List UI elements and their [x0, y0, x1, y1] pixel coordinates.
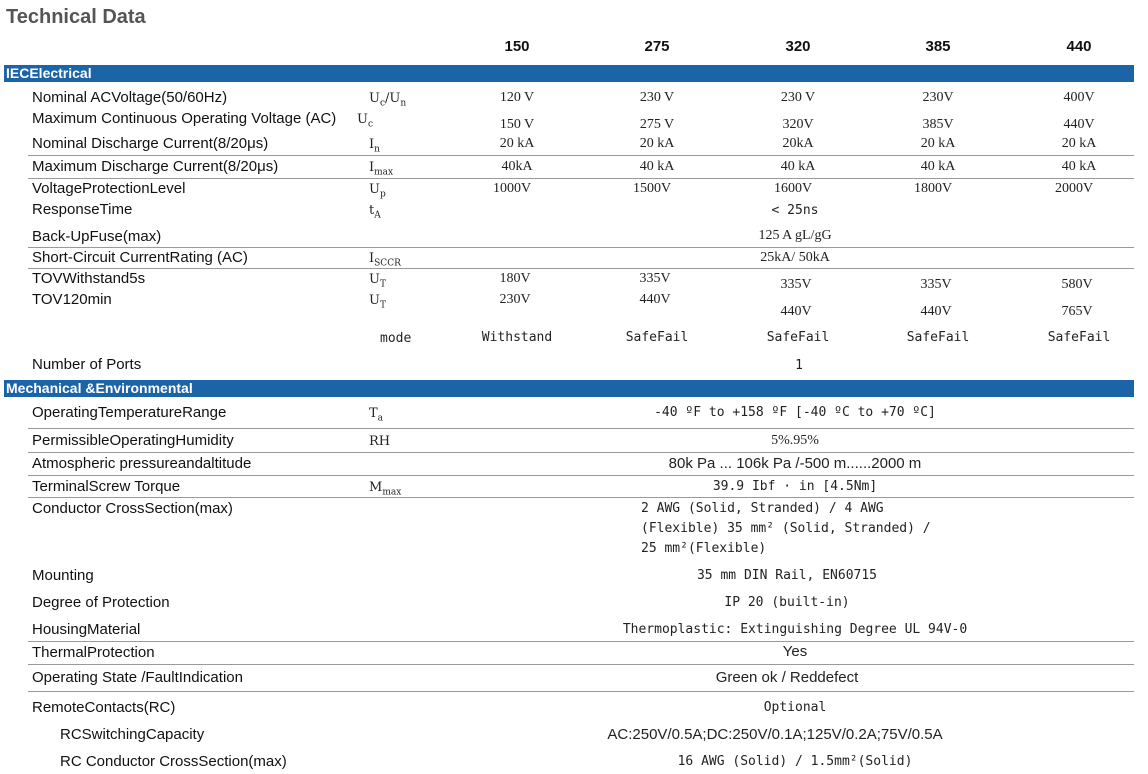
value-cell: SafeFail: [1047, 330, 1111, 345]
value-cell: 765V: [1061, 304, 1093, 319]
value-cell: 440V: [639, 292, 671, 307]
row-symbol-response-time: $t_A$: [369, 203, 381, 221]
value-cell: 20kA: [782, 136, 814, 151]
row-symbol-max-discharge: $I_{max}$: [369, 160, 394, 178]
row-divider: [28, 428, 1134, 429]
value-cell: 385V: [922, 117, 954, 132]
column-header-320: 320: [785, 38, 811, 55]
value-remote-contacts: Optional: [763, 700, 827, 715]
value-cell: 230 V: [780, 90, 816, 105]
row-label-atmospheric: Atmospheric pressureandaltitude: [32, 455, 252, 472]
value-cell: 20 kA: [1061, 136, 1097, 151]
row-label-voltage-protection-level: VoltageProtectionLevel: [32, 180, 186, 197]
row-label-rc-conductor: RC Conductor CrossSection(max): [60, 753, 287, 770]
row-divider: [28, 691, 1134, 692]
value-response-time: < 25ns: [771, 203, 819, 218]
column-header-440: 440: [1066, 38, 1092, 55]
row-divider: [28, 155, 1134, 156]
row-label-max-discharge: Maximum Discharge Current(8/20μs): [32, 158, 279, 175]
value-cell: 335V: [780, 277, 812, 292]
value-rc-conductor: 16 AWG (Solid) / 1.5mm²(Solid): [677, 754, 913, 769]
value-cell: 40 kA: [1061, 159, 1097, 174]
value-cell: 20 kA: [499, 136, 535, 151]
row-symbol-temperature: $T_a$: [369, 406, 384, 424]
row-divider: [28, 268, 1134, 269]
row-label-remote-contacts: RemoteContacts(RC): [32, 699, 176, 716]
value-operating-state: Green ok / Reddefect: [715, 669, 859, 686]
value-protection: IP 20 (built-in): [724, 595, 850, 610]
value-humidity: 5%.95%: [771, 433, 819, 448]
row-divider: [28, 475, 1134, 476]
row-label-thermal: ThermalProtection: [32, 644, 155, 661]
column-header-385: 385: [925, 38, 951, 55]
row-label-nominal-discharge: Nominal Discharge Current(8/20μs): [32, 135, 269, 152]
row-symbol-nominal-discharge: $I_n$: [369, 137, 380, 155]
row-label-number-of-ports: Number of Ports: [32, 356, 142, 373]
value-cell: 2000V: [1054, 181, 1094, 196]
value-cell: 120 V: [499, 90, 535, 105]
section-header-electrical: IECElectrical: [4, 65, 1134, 82]
value-cell: 440V: [1063, 117, 1095, 132]
value-sccr: 25kA/ 50kA: [760, 250, 830, 265]
row-symbol-torque: $M_{max}$: [369, 480, 402, 498]
column-header-150: 150: [504, 38, 530, 55]
row-label-mounting: Mounting: [32, 567, 94, 584]
row-label-mode: mode: [380, 331, 412, 346]
row-label-humidity: PermissibleOperatingHumidity: [32, 432, 234, 449]
row-label-torque: TerminalScrew Torque: [32, 478, 181, 495]
value-thermal: Yes: [782, 643, 808, 660]
row-symbol-tov-120min: $U_T$: [369, 293, 386, 311]
value-housing: Thermoplastic: Extinguishing Degree UL 94V-0: [622, 622, 968, 637]
value-cell: 335V: [920, 277, 952, 292]
row-label-sccr: Short-Circuit CurrentRating (AC): [32, 249, 248, 266]
row-label-temperature: OperatingTemperatureRange: [32, 404, 227, 421]
row-symbol-max-continuous-voltage: $U_c$: [357, 112, 374, 130]
row-divider: [28, 497, 1134, 498]
row-symbol-nominal-ac-voltage: $U_c/U_n$: [369, 91, 407, 109]
row-symbol-tov-5s: $U_T$: [369, 272, 386, 290]
section-header-mechanical: Mechanical &Environmental: [4, 380, 1134, 397]
value-cell: 40kA: [501, 159, 533, 174]
value-mounting: 35 mm DIN Rail, EN60715: [696, 568, 877, 583]
row-label-operating-state: Operating State /FaultIndication: [32, 669, 243, 686]
value-cell: SafeFail: [625, 330, 689, 345]
value-cell: 275 V: [639, 117, 675, 132]
row-label-rc-switching: RCSwitchingCapacity: [60, 726, 205, 743]
page-title: Technical Data: [6, 6, 146, 28]
value-cell: 1600V: [773, 181, 813, 196]
value-rc-switching: AC:250V/0.5A;DC:250V/0.1A;125V/0.2A;75V/0.5A: [607, 726, 943, 743]
value-cell: 40 kA: [920, 159, 956, 174]
value-cell: 230 V: [639, 90, 675, 105]
row-divider: [28, 641, 1134, 642]
value-cell: 440V: [780, 304, 812, 319]
value-cell: 1500V: [632, 181, 672, 196]
row-label-nominal-ac-voltage: Nominal ACVoltage(50/60Hz): [32, 89, 228, 106]
row-label-conductor: Conductor CrossSection(max): [32, 500, 233, 517]
value-cell: 1800V: [913, 181, 953, 196]
row-label-protection: Degree of Protection: [32, 594, 170, 611]
value-cell: 230V: [922, 90, 954, 105]
row-label-max-continuous-voltage: Maximum Continuous Operating Voltage (AC): [32, 110, 337, 127]
row-label-housing: HousingMaterial: [32, 621, 141, 638]
row-symbol-voltage-protection-level: $U_p$: [369, 182, 386, 200]
row-divider: [28, 452, 1134, 453]
value-cell: 180V: [499, 271, 531, 286]
value-number-of-ports: 1: [795, 358, 803, 373]
value-cell: 40 kA: [780, 159, 816, 174]
row-label-response-time: ResponseTime: [32, 201, 133, 218]
value-cell: 1000V: [492, 181, 532, 196]
value-cell: 440V: [920, 304, 952, 319]
row-divider: [28, 178, 1134, 179]
value-conductor: 2 AWG (Solid, Stranded) / 4 AWG (Flexible) 35 mm² (Solid, Stranded) / 25 mm²(Flexible): [641, 501, 931, 556]
value-cell: SafeFail: [906, 330, 970, 345]
row-label-tov-120min: TOV120min: [32, 291, 112, 308]
column-header-275: 275: [644, 38, 670, 55]
row-divider: [28, 247, 1134, 248]
value-cell: Withstand: [481, 330, 553, 345]
value-cell: 20 kA: [639, 136, 675, 151]
row-symbol-sccr: $I_{SCCR}$: [369, 251, 401, 269]
value-cell: 400V: [1063, 90, 1095, 105]
value-torque: 39.9 Ibf · in [4.5Nm]: [712, 479, 878, 494]
value-cell: 40 kA: [639, 159, 675, 174]
value-cell: 20 kA: [920, 136, 956, 151]
value-temperature: -40 ºF to +158 ºF [-40 ºC to +70 ºC]: [654, 405, 936, 420]
row-label-backup-fuse: Back-UpFuse(max): [32, 228, 162, 245]
value-cell: 580V: [1061, 277, 1093, 292]
value-cell: SafeFail: [766, 330, 830, 345]
value-cell: 230V: [499, 292, 531, 307]
value-atmospheric: 80k Pa ... 106k Pa /-500 m......2000 m: [668, 455, 922, 472]
value-cell: 320V: [782, 117, 814, 132]
value-cell: 150 V: [499, 117, 535, 132]
row-divider: [28, 664, 1134, 665]
value-cell: 335V: [639, 271, 671, 286]
row-symbol-humidity: RH: [369, 434, 391, 449]
value-backup-fuse: 125 A gL/gG: [758, 228, 832, 243]
row-label-tov-5s: TOVWithstand5s: [32, 270, 146, 287]
